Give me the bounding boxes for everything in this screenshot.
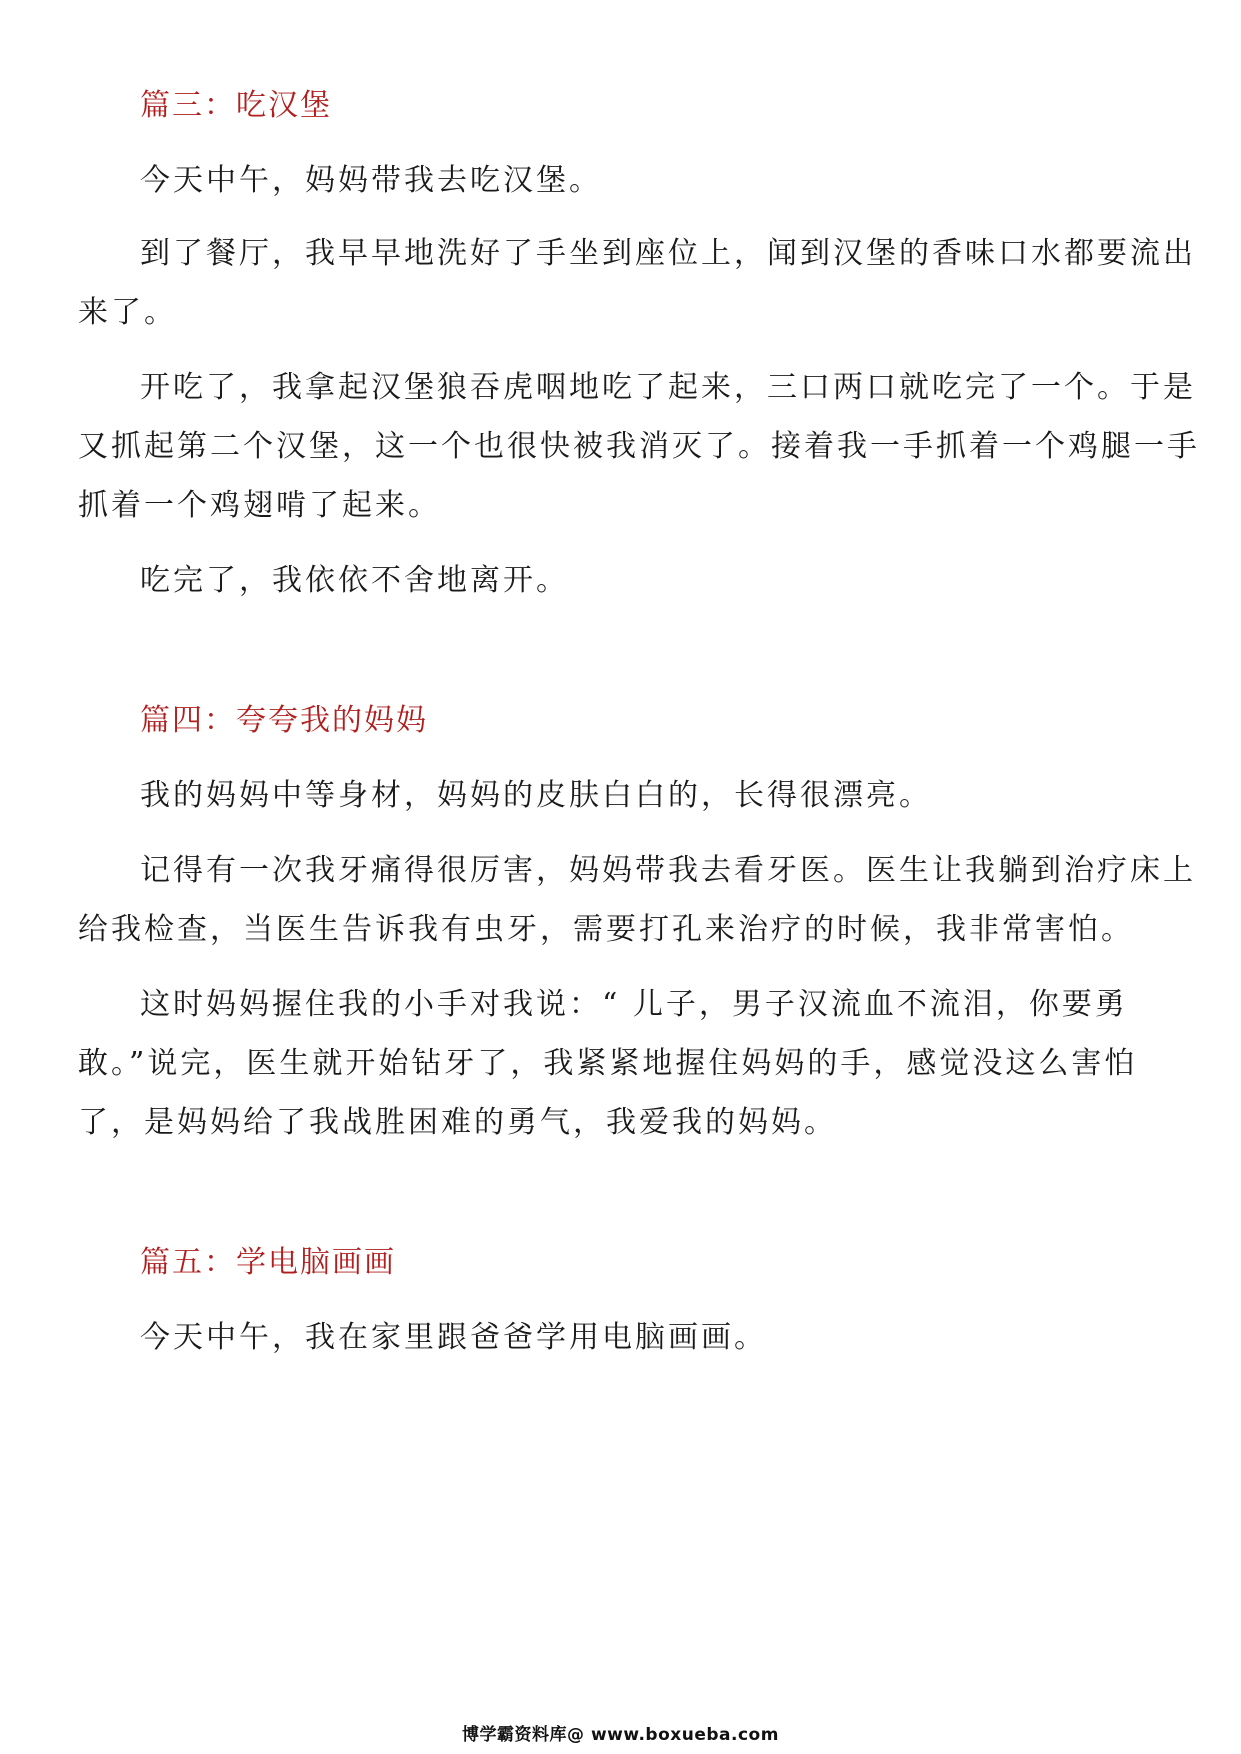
- footer-watermark: 博学霸资料库@ www.boxueba.com: [462, 1725, 779, 1745]
- paragraph-line: 吃完了，我依依不舍地离开。: [140, 563, 569, 598]
- paragraph-line: 这时妈妈握住我的小手对我说：“ 儿子，男子汉流血不流泪，你要勇: [140, 987, 1128, 1022]
- paragraph-line: 敢。”说完，医生就开始钻牙了，我紧紧地握住妈妈的手，感觉没这么害怕: [78, 1046, 1138, 1081]
- section-heading: 篇五：学电脑画画: [140, 1245, 396, 1280]
- paragraph-line: 来了。: [78, 295, 177, 330]
- paragraph-line: 抓着一个鸡翅啃了起来。: [78, 488, 441, 523]
- paragraph-line: 记得有一次我牙痛得很厉害，妈妈带我去看牙医。医生让我躺到治疗床上: [140, 853, 1196, 888]
- paragraph-line: 开吃了，我拿起汉堡狼吞虎咽地吃了起来，三口两口就吃完了一个。于是: [140, 370, 1196, 405]
- paragraph-line: 我的妈妈中等身材，妈妈的皮肤白白的，长得很漂亮。: [140, 778, 932, 813]
- paragraph-line: 今天中午，我在家里跟爸爸学用电脑画画。: [140, 1320, 767, 1355]
- paragraph-line: 给我检查，当医生告诉我有虫牙，需要打孔来治疗的时候，我非常害怕。: [78, 912, 1134, 947]
- paragraph-line: 了，是妈妈给了我战胜困难的勇气，我爱我的妈妈。: [78, 1105, 837, 1140]
- section-heading: 篇三：吃汉堡: [140, 88, 332, 123]
- section-heading: 篇四：夸夸我的妈妈: [140, 703, 428, 738]
- paragraph-line: 又抓起第二个汉堡，这一个也很快被我消灭了。接着我一手抓着一个鸡腿一手: [78, 429, 1200, 464]
- paragraph-line: 到了餐厅，我早早地洗好了手坐到座位上，闻到汉堡的香味口水都要流出: [140, 236, 1196, 271]
- paragraph-line: 今天中午，妈妈带我去吃汉堡。: [140, 163, 602, 198]
